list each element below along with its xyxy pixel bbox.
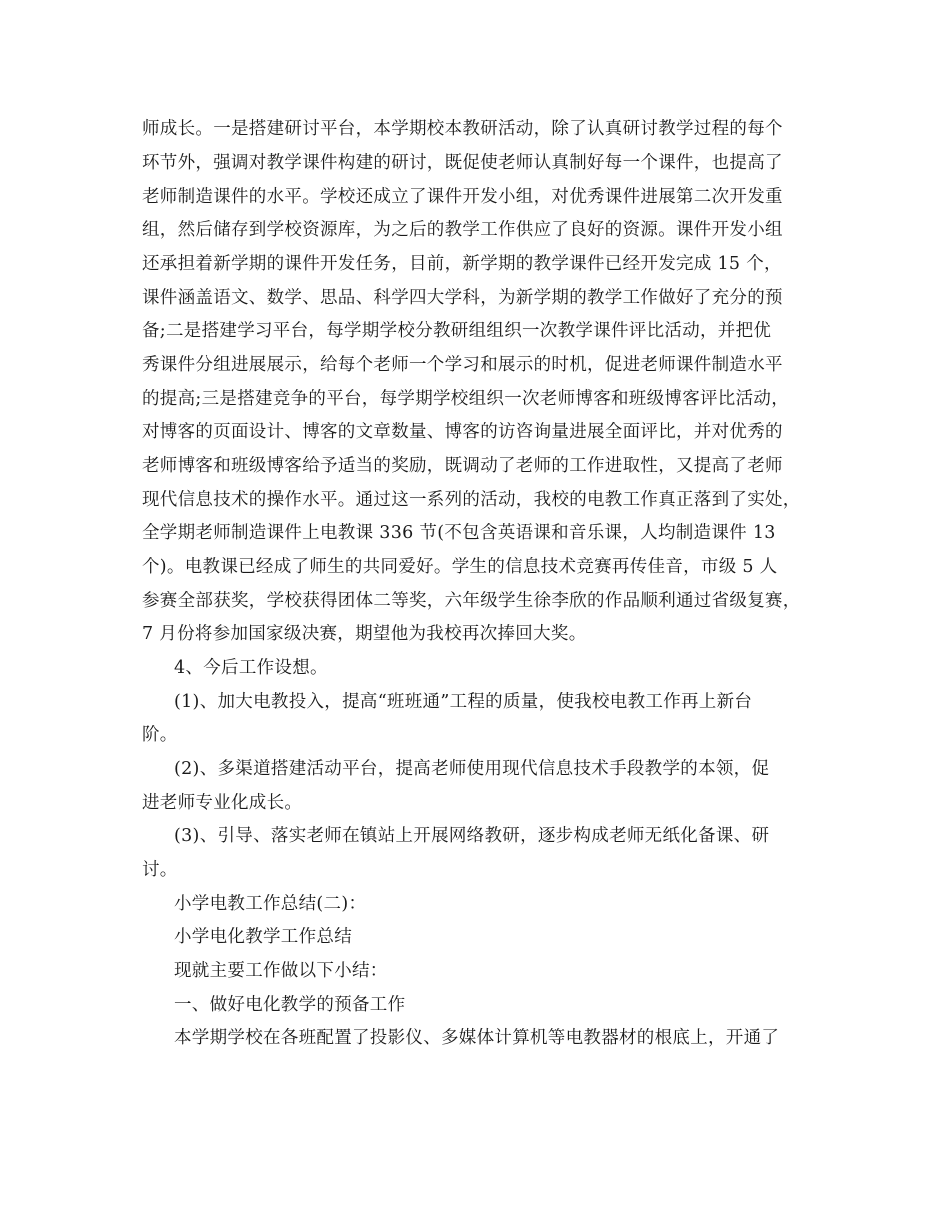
text-line: 老师博客和班级博客给予适当的奖励，既调动了老师的工作进取性，又提高了老师 xyxy=(142,456,783,476)
section-heading: 一、做好电化教学的预备工作 xyxy=(174,995,406,1015)
text-line: 阶。 xyxy=(142,725,178,745)
section-title: 小学电教工作总结(二)： xyxy=(174,894,367,914)
list-item: (3)、引导、落实老师在镇站上开展网络教研，逐步构成老师无纸化备课、研 xyxy=(174,826,770,846)
text-line: 本学期学校在各班配置了投影仪、多媒体计算机等电教器材的根底上，开通了 xyxy=(174,1028,780,1048)
text-line: 备;二是搭建学习平台，每学期学校分教研组组织一次教学课件评比活动，并把优 xyxy=(142,321,772,341)
text-line: 对博客的页面设计、博客的文章数量、博客的访咨询量进展全面评比，并对优秀的 xyxy=(142,422,783,442)
text-line: 的提高;三是搭建竞争的平台，每学期学校组织一次老师博客和班级博客评比活动， xyxy=(142,389,789,409)
section-heading: 4、今后工作设想。 xyxy=(174,658,328,678)
section-subtitle: 小学电化教学工作总结 xyxy=(174,927,352,947)
text-line: 环节外，强调对教学课件构建的研讨，既促使老师认真制好每一个课件，也提高了 xyxy=(142,153,783,173)
text-line: 课件涵盖语文、数学、思品、科学四大学科，为新学期的教学工作做好了充分的预 xyxy=(142,288,783,308)
text-line: 参赛全部获奖，学校获得团体二等奖，六年级学生徐李欣的作品顺利通过省级复赛， xyxy=(142,591,801,611)
text-line: 现代信息技术的操作水平。通过这一系列的活动，我校的电教工作真正落到了实处， xyxy=(142,490,801,510)
text-line: 个)。电教课已经成了师生的共同爱好。学生的信息技术竞赛再传佳音，市级 5 人 xyxy=(142,557,778,577)
list-item: (1)、加大电教投入，提高“班班通”工程的质量，使我校电教工作再上新台 xyxy=(174,692,753,712)
text-line: 秀课件分组进展展示，给每个老师一个学习和展示的时机，促进老师课件制造水平 xyxy=(142,355,783,375)
text-line: 进老师专业化成长。 xyxy=(142,793,303,813)
text-line: 现就主要工作做以下小结： xyxy=(174,961,388,981)
text-line: 组，然后储存到学校资源库，为之后的教学工作供应了良好的资源。课件开发小组 xyxy=(142,220,783,240)
text-line: 全学期老师制造课件上电教课 336 节(不包含英语课和音乐课，人均制造课件 13 xyxy=(142,523,776,543)
text-line: 老师制造课件的水平。学校还成立了课件开发小组，对优秀课件进展第二次开发重 xyxy=(142,187,783,207)
text-line: 讨。 xyxy=(142,860,178,880)
text-line: 还承担着新学期的课件开发任务，目前，新学期的教学课件已经开发完成 15 个， xyxy=(142,254,782,274)
text-line: 师成长。一是搭建研讨平台，本学期校本教研活动，除了认真研讨教学过程的每个 xyxy=(142,119,783,139)
list-item: (2)、多渠道搭建活动平台，提高老师使用现代信息技术手段教学的本领，促 xyxy=(174,759,770,779)
text-line: 7 月份将参加国家级决赛，期望他为我校再次捧回大奖。 xyxy=(142,624,587,644)
